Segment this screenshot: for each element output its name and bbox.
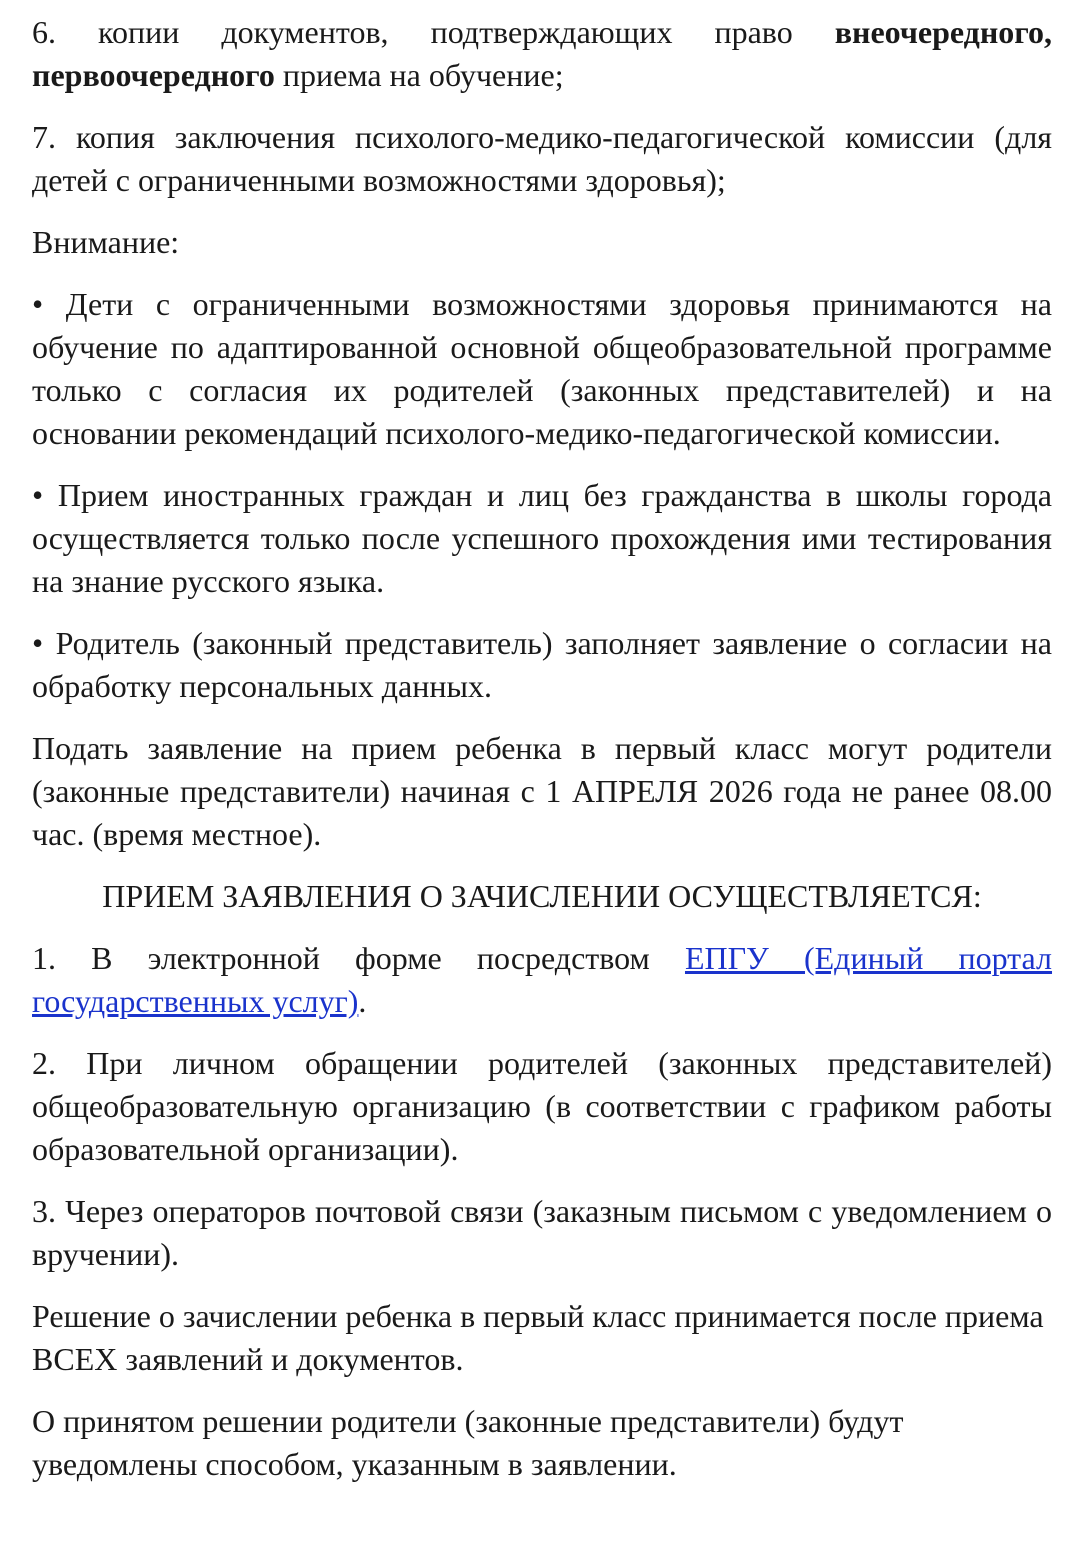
attention-heading: Внимание: [32, 224, 180, 260]
item-6-suffix: приема на обучение; [274, 57, 564, 93]
method-1-text: 1. В электронной форме посредством [32, 940, 685, 976]
bullet-foreign-citizens: • Прием иностранных граждан и лиц без гражданства в школы города осуществляется только после успешного прохождения ими тестирования на знание русского языка. [32, 477, 1052, 599]
bullet-personal-data-consent: • Родитель (законный представитель) заполняет заявление о согласии на обработку персональных данных. [32, 625, 1052, 704]
method-2-paragraph: 2. При личном обращении родителей (законных представителей) общеобразовательную организацию (в соответствии с графиком работы образовательной организации). [32, 1045, 1052, 1167]
item-6-paragraph [32, 11, 1052, 97]
section-heading: ПРИЕМ ЗАЯВЛЕНИЯ О ЗАЧИСЛЕНИИ ОСУЩЕСТВЛЯЕТСЯ: [102, 878, 982, 914]
document-body [32, 11, 1052, 1486]
bullet-disabilities: • Дети с ограниченными возможностями здоровья принимаются на обучение по адаптированной основной общеобразовательной программе только с согласия их родителей (законных представителей) и на основании рекомендаций психолого-медико-педагогической комиссии. [32, 286, 1052, 451]
decision-paragraph: Решение о зачислении ребенка в первый класс принимается после приема ВСЕХ заявлений и документов. [32, 1298, 1044, 1377]
item-6-bold-text: внеочередного, первоочередного [32, 14, 1052, 93]
epgu-link[interactable]: ЕПГУ (Единый портал государственных услуг) [32, 940, 1053, 1019]
item-7-paragraph: 7. копия заключения психолого-медико-педагогической комиссии (для детей с ограниченными возможностями здоровья); [32, 119, 1052, 198]
method-1-paragraph [32, 937, 1052, 1023]
method-3-paragraph: 3. Через операторов почтовой связи (заказным письмом с уведомлением о вручении). [32, 1193, 1052, 1272]
method-1-suffix: . [358, 983, 367, 1019]
application-date-paragraph: Подать заявление на прием ребенка в первый класс могут родители (законные представители) начиная с 1 АПРЕЛЯ 2026 года не ранее 08.00 час. (время местное). [32, 730, 1052, 852]
item-6-text: 6. копии документов, подтверждающих право [32, 14, 835, 50]
notification-paragraph: О принятом решении родители (законные представители) будут уведомлены способом, указанным в заявлении. [32, 1403, 904, 1482]
